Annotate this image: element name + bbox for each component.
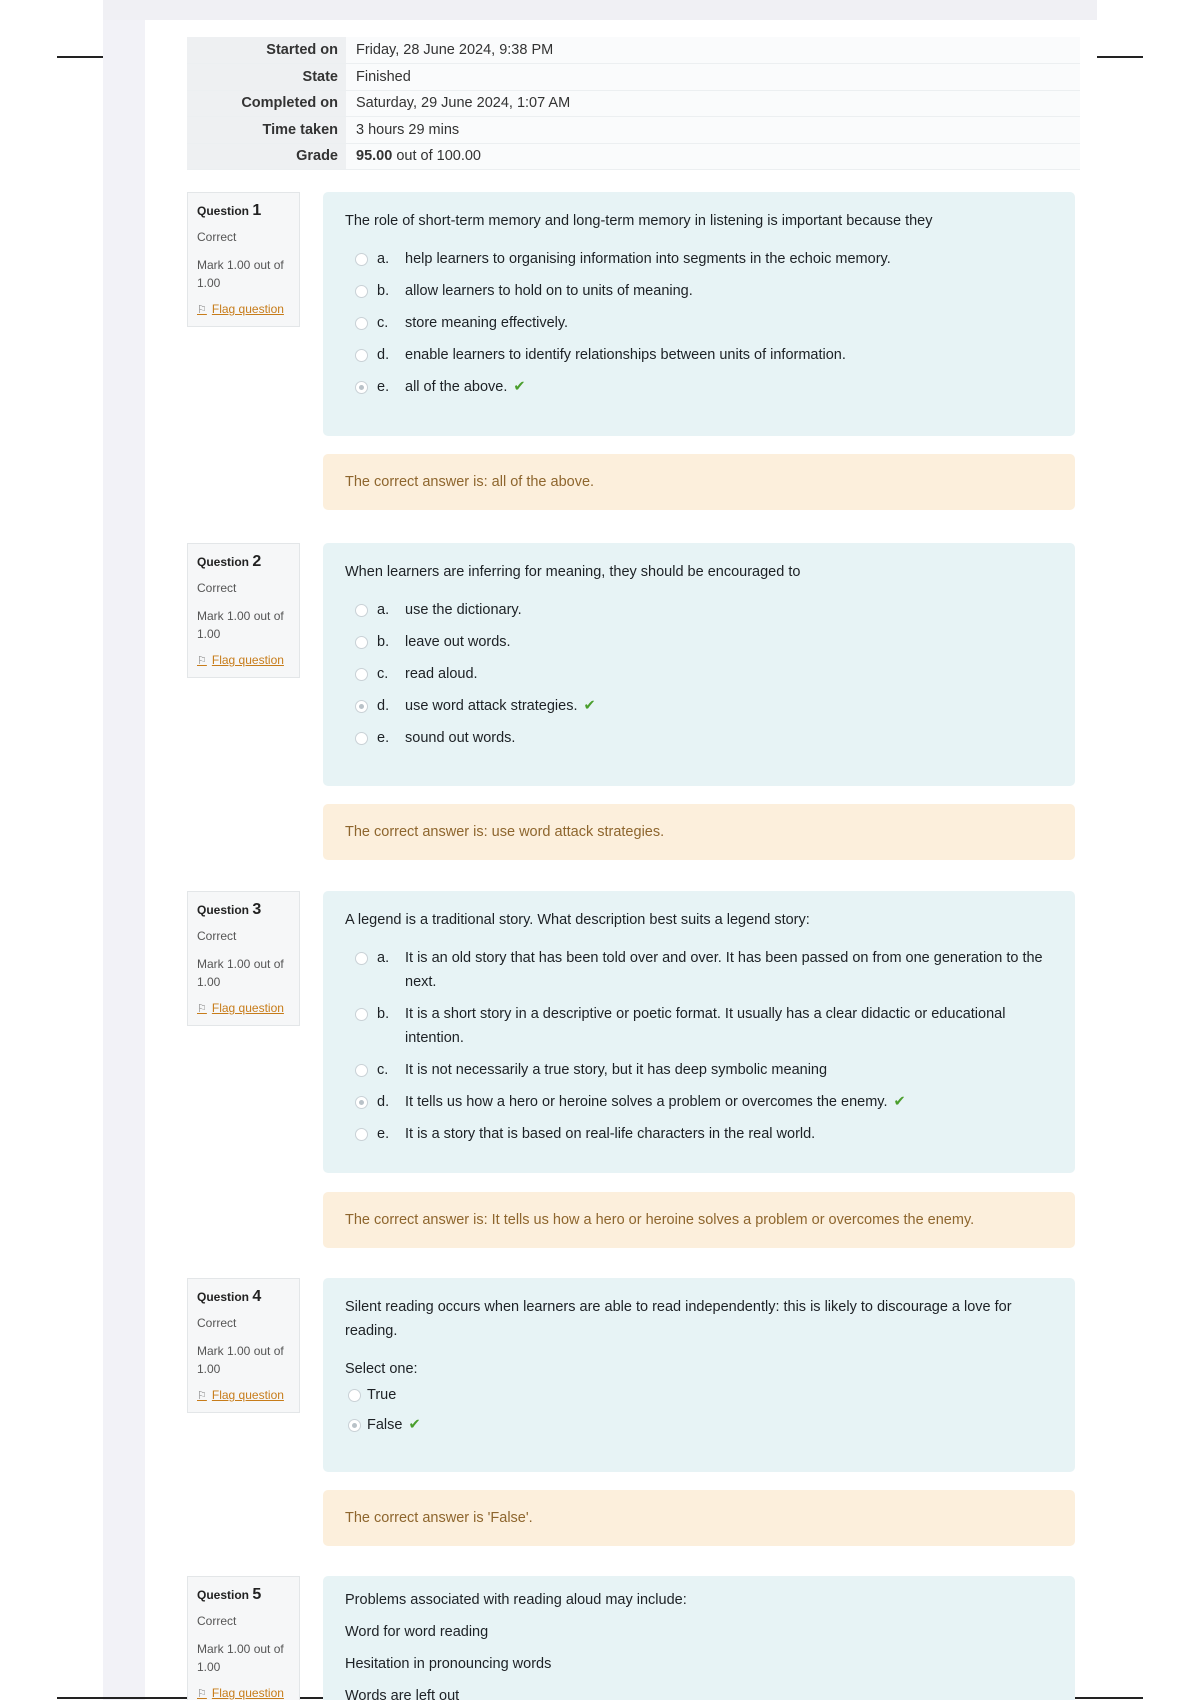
question-mark: Mark 1.00 out of 1.00	[197, 1642, 284, 1674]
question-state: Correct	[197, 1316, 237, 1330]
answer-letter: b.	[377, 1006, 390, 1022]
answer-letter: d.	[377, 1094, 390, 1110]
question-state: Correct	[197, 929, 237, 943]
radio-button[interactable]	[355, 285, 368, 298]
answer-letter: b.	[377, 283, 390, 299]
answer-letter: e.	[377, 1126, 390, 1142]
question-number: Question 4	[197, 1288, 262, 1305]
radio-button[interactable]	[355, 604, 368, 617]
question-mark: Mark 1.00 out of 1.00	[197, 609, 284, 641]
flag-question-link[interactable]	[197, 1001, 291, 1015]
answer-text: False ✔	[367, 1417, 421, 1433]
flag-question-label[interactable]: Flag question	[211, 1388, 284, 1402]
answer-text: use word attack strategies. ✔	[405, 698, 596, 714]
question-text: Problems associated with reading aloud may include:	[345, 1592, 687, 1608]
answer-letter: e.	[377, 379, 390, 395]
answer-letter: c.	[377, 315, 389, 331]
summary-label: Started on	[187, 37, 346, 64]
question-state: Correct	[197, 1614, 237, 1628]
question-mark: Mark 1.00 out of 1.00	[197, 957, 284, 989]
answer-text: It is a short story in a descriptive or poetic format. It usually has a clear didactic or educational intention.	[405, 1006, 1006, 1046]
question-text-line: Word for word reading	[345, 1624, 489, 1640]
answer-option[interactable]	[345, 311, 1053, 335]
question-text: The role of short-term memory and long-term memory in listening is important because they	[345, 213, 933, 229]
flag-question-link[interactable]	[197, 1388, 291, 1402]
flag-question-link[interactable]	[197, 302, 291, 316]
select-one-prompt: Select one:	[345, 1361, 418, 1377]
right-answer-feedback: The correct answer is: all of the above.	[323, 454, 1075, 510]
question-text-line: Words are left out	[345, 1688, 460, 1700]
answer-option[interactable]	[345, 247, 1053, 271]
summary-label: State	[187, 64, 346, 91]
summary-value: Saturday, 29 June 2024, 1:07 AM	[346, 90, 1080, 117]
radio-button[interactable]	[355, 253, 368, 266]
summary-row-time-taken	[187, 117, 1080, 144]
answer-text: store meaning effectively.	[405, 315, 569, 331]
summary-label: Time taken	[187, 117, 346, 144]
question-text: A legend is a traditional story. What description best suits a legend story:	[345, 912, 810, 928]
summary-value: Finished	[346, 64, 1080, 91]
summary-row-state	[187, 64, 1080, 91]
divider-line-right	[1097, 56, 1143, 58]
radio-button[interactable]	[355, 349, 368, 362]
answer-option[interactable]	[345, 662, 1053, 686]
radio-button-checked[interactable]	[355, 1096, 368, 1109]
answer-letter: c.	[377, 1062, 389, 1078]
answer-option[interactable]	[345, 343, 1053, 367]
answer-letter: a.	[377, 602, 390, 618]
answer-text: sound out words.	[405, 730, 516, 746]
answer-option[interactable]	[345, 946, 1053, 994]
right-answer-feedback: The correct answer is 'False'.	[323, 1490, 1075, 1546]
answer-text: It is not necessarily a true story, but it has deep symbolic meaning	[405, 1062, 828, 1078]
flag-question-label[interactable]: Flag question	[211, 653, 284, 667]
answer-text: It is a story that is based on real-life characters in the real world.	[405, 1126, 816, 1142]
radio-button-checked[interactable]	[355, 381, 368, 394]
answer-text: True	[367, 1387, 397, 1403]
question-text: When learners are inferring for meaning, they should be encouraged to	[345, 564, 801, 580]
question-info	[187, 891, 300, 1026]
question-number: Question 5	[197, 1586, 262, 1603]
answer-option[interactable]	[345, 279, 1053, 303]
summary-value: Friday, 28 June 2024, 9:38 PM	[346, 37, 1080, 64]
summary-label: Grade	[187, 143, 346, 170]
summary-row-started	[187, 37, 1080, 64]
answer-option-false-selected[interactable]	[345, 1413, 1053, 1437]
radio-button[interactable]	[355, 1128, 368, 1141]
radio-button[interactable]	[355, 317, 368, 330]
flag-icon: ⚐	[197, 304, 207, 316]
radio-button[interactable]	[348, 1389, 361, 1402]
question-number: Question 1	[197, 202, 262, 219]
radio-button[interactable]	[355, 1064, 368, 1077]
answer-text: It is an old story that has been told over and over. It has been passed on from one generation to the next.	[405, 950, 1043, 990]
question-state: Correct	[197, 581, 237, 595]
question-mark: Mark 1.00 out of 1.00	[197, 258, 284, 290]
answer-option-selected[interactable]	[345, 1090, 1053, 1114]
right-answer-feedback: The correct answer is: It tells us how a hero or heroine solves a problem or overcomes the enemy.	[323, 1192, 1075, 1248]
flag-icon: ⚐	[197, 1003, 207, 1015]
answer-text: all of the above. ✔	[405, 379, 526, 395]
question-text: Silent reading occurs when learners are able to read independently: this is likely to discourage a love for reading.	[345, 1299, 1012, 1339]
radio-button-checked[interactable]	[355, 700, 368, 713]
question-mark: Mark 1.00 out of 1.00	[197, 1344, 284, 1376]
radio-button[interactable]	[355, 732, 368, 745]
flag-question-label[interactable]: Flag question	[211, 1001, 284, 1015]
flag-icon: ⚐	[197, 1390, 207, 1402]
answer-option[interactable]	[345, 630, 1053, 654]
answer-option-true[interactable]	[345, 1383, 1053, 1407]
flag-question-link[interactable]	[197, 1686, 291, 1700]
right-answer-feedback: The correct answer is: use word attack strategies.	[323, 804, 1075, 860]
correct-check-icon: ✔	[583, 698, 596, 714]
answer-option[interactable]	[345, 1058, 1053, 1082]
question-number: Question 3	[197, 901, 262, 918]
question-state: Correct	[197, 230, 237, 244]
flag-question-label[interactable]: Flag question	[211, 1686, 284, 1700]
question-info	[187, 1576, 300, 1700]
answer-option-selected[interactable]	[345, 694, 1053, 718]
grade-suffix: out of 100.00	[396, 148, 481, 165]
summary-row-grade	[187, 143, 1080, 170]
answer-text: help learners to organising information into segments in the echoic memory.	[405, 251, 891, 267]
summary-value	[346, 143, 1080, 170]
radio-button[interactable]	[355, 668, 368, 681]
answer-letter: d.	[377, 698, 390, 714]
answer-option[interactable]	[345, 1122, 1053, 1146]
flag-icon: ⚐	[197, 1688, 207, 1700]
answer-text: allow learners to hold on to units of meaning.	[405, 283, 693, 299]
answer-letter: a.	[377, 950, 390, 966]
answer-text: use the dictionary.	[405, 602, 522, 618]
page-left-margin	[103, 0, 145, 1700]
answer-letter: a.	[377, 251, 390, 267]
divider-line-left	[57, 56, 103, 58]
question-info	[187, 1278, 300, 1413]
radio-button[interactable]	[355, 636, 368, 649]
question-formulation	[323, 1576, 1075, 1700]
correct-check-icon: ✔	[408, 1417, 421, 1433]
correct-check-icon: ✔	[893, 1094, 906, 1110]
question-formulation	[323, 891, 1075, 1173]
summary-label: Completed on	[187, 90, 346, 117]
answer-option[interactable]	[345, 1002, 1053, 1050]
flag-question-label[interactable]: Flag question	[211, 302, 284, 316]
attempt-summary-table	[187, 37, 1080, 170]
answer-text: It tells us how a hero or heroine solves a problem or overcomes the enemy. ✔	[405, 1094, 906, 1110]
answer-option[interactable]	[345, 726, 1053, 750]
question-formulation	[323, 1278, 1075, 1472]
answer-text: read aloud.	[405, 666, 478, 682]
radio-button[interactable]	[355, 1008, 368, 1021]
answer-option-selected[interactable]	[345, 375, 1053, 399]
question-number: Question 2	[197, 553, 262, 570]
answer-option[interactable]	[345, 598, 1053, 622]
answer-text: enable learners to identify relationships between units of information.	[405, 347, 846, 363]
page-top-margin	[103, 0, 1097, 20]
question-text-line: Hesitation in pronouncing words	[345, 1656, 552, 1672]
answer-letter: d.	[377, 347, 390, 363]
question-info	[187, 192, 300, 327]
answer-letter: e.	[377, 730, 390, 746]
flag-question-link[interactable]	[197, 653, 291, 667]
summary-row-completed	[187, 90, 1080, 117]
radio-button-checked[interactable]	[348, 1419, 361, 1432]
question-formulation	[323, 543, 1075, 786]
summary-value: 3 hours 29 mins	[346, 117, 1080, 144]
grade-score: 95.00	[356, 148, 393, 165]
flag-icon: ⚐	[197, 655, 207, 667]
question-formulation	[323, 192, 1075, 436]
question-info	[187, 543, 300, 678]
answer-letter: b.	[377, 634, 390, 650]
answer-text: leave out words.	[405, 634, 511, 650]
answer-letter: c.	[377, 666, 389, 682]
correct-check-icon: ✔	[513, 379, 526, 395]
radio-button[interactable]	[355, 952, 368, 965]
